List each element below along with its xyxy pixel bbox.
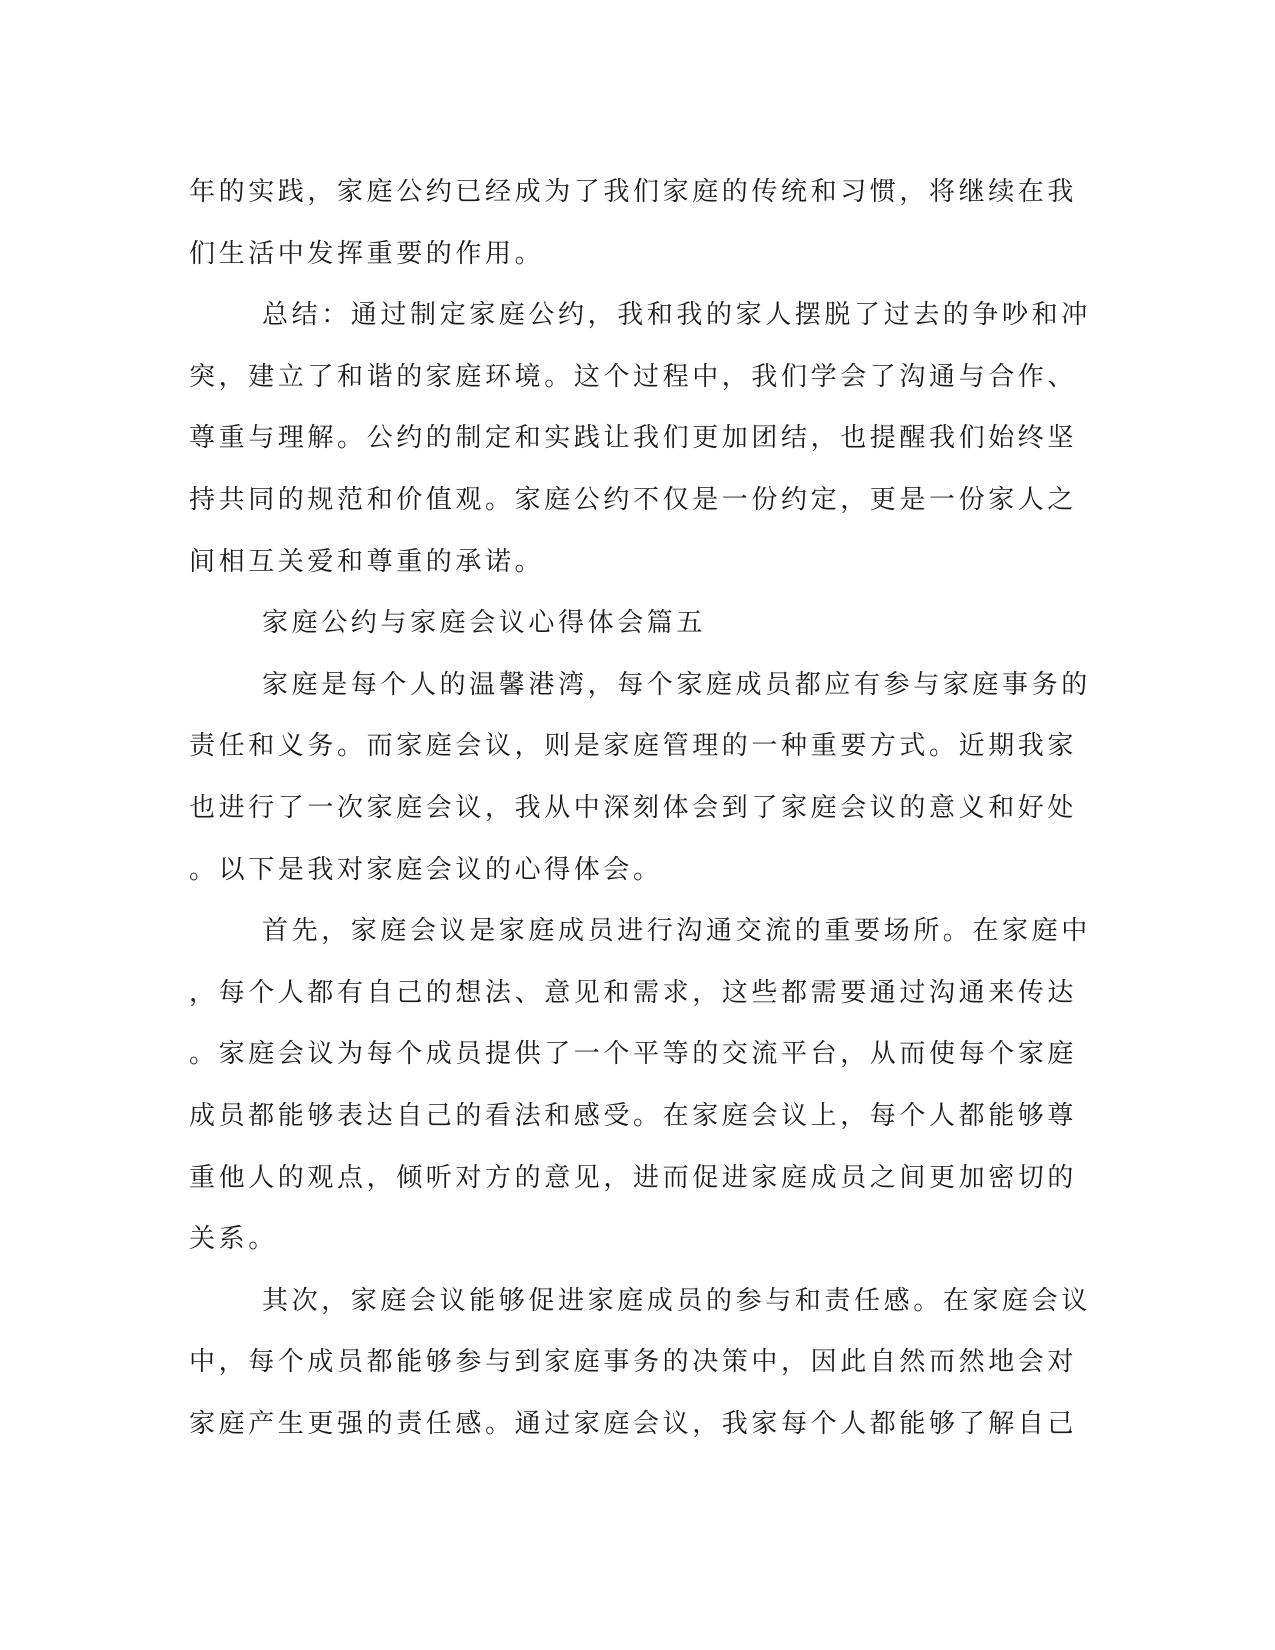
text-line: 成员都能够表达自己的看法和感受。在家庭会议上，每个人都能够尊	[189, 1100, 1078, 1131]
text-line: 家庭是每个人的温馨港湾，每个家庭成员都应有参与家庭事务的	[262, 669, 1091, 700]
text-line: 。以下是我对家庭会议的心得体会。	[189, 854, 663, 885]
text-line: 关系。	[189, 1224, 278, 1255]
text-line: 中，每个成员都能够参与到家庭事务的决策中，因此自然而然地会对	[189, 1347, 1078, 1378]
text-line: 首先，家庭会议是家庭成员进行沟通交流的重要场所。在家庭中	[262, 916, 1091, 947]
text-line: 总结：通过制定家庭公约，我和我的家人摆脱了过去的争吵和冲	[262, 300, 1091, 331]
text-line: 责任和义务。而家庭会议，则是家庭管理的一种重要方式。近期我家	[189, 731, 1078, 762]
text-line: 也进行了一次家庭会议，我从中深刻体会到了家庭会议的意义和好处	[189, 792, 1078, 823]
text-line: 重他人的观点，倾听对方的意见，进而促进家庭成员之间更加密切的	[189, 1162, 1078, 1193]
text-line: 们生活中发挥重要的作用。	[189, 238, 545, 269]
text-line: 其次，家庭会议能够促进家庭成员的参与和责任感。在家庭会议	[262, 1285, 1091, 1316]
paragraph-first-point	[189, 901, 1089, 1271]
text-line: ，每个人都有自己的想法、意见和需求，这些都需要通过沟通来传达	[189, 977, 1078, 1008]
heading-text: 家庭公约与家庭会议心得体会篇五	[262, 608, 707, 639]
text-line: 年的实践，家庭公约已经成为了我们家庭的传统和习惯，将继续在我	[189, 177, 1078, 207]
document-body	[189, 162, 1089, 1455]
paragraph-continuation	[189, 162, 1089, 285]
paragraph-second-point	[189, 1271, 1089, 1456]
text-line: 持共同的规范和价值观。家庭公约不仅是一份约定，更是一份家人之	[189, 484, 1078, 515]
text-line: 家庭产生更强的责任感。通过家庭会议，我家每个人都能够了解自己	[189, 1408, 1078, 1439]
paragraph-intro	[189, 655, 1089, 901]
text-line: 。家庭会议为每个成员提供了一个平等的交流平台，从而使每个家庭	[189, 1039, 1078, 1070]
text-line: 尊重与理解。公约的制定和实践让我们更加团结，也提醒我们始终坚	[189, 423, 1078, 454]
paragraph-summary	[189, 285, 1089, 593]
text-line: 间相互关爱和尊重的承诺。	[189, 546, 545, 577]
text-line: 突，建立了和谐的家庭环境。这个过程中，我们学会了沟通与合作、	[189, 361, 1078, 392]
section-heading	[189, 593, 1089, 655]
